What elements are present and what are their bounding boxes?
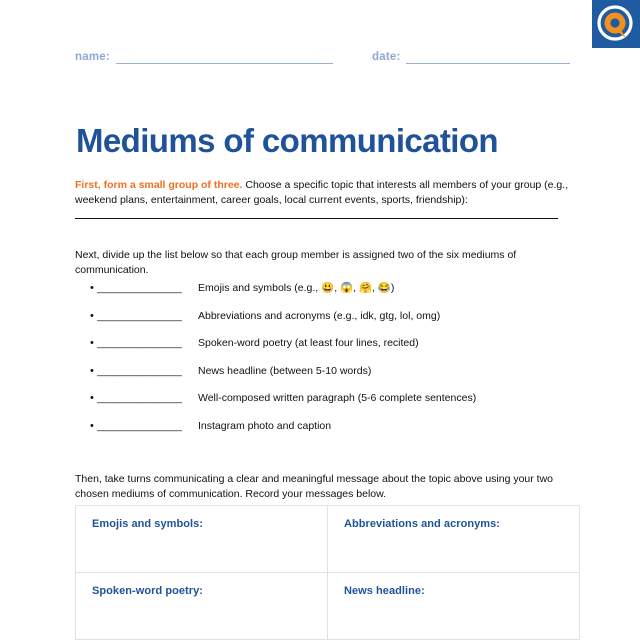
next-instruction: Next, divide up the list below so that each group member is assigned two of the six mediums of communication. xyxy=(75,248,517,276)
intro-body: Choose a specific topic that interests all members of your group (e.g., weekend plans, entertainment, career goals, local current events, sports, friendship): xyxy=(75,178,569,206)
list-item-label: News headline (between 5-10 words) xyxy=(198,364,372,377)
assignee-blank[interactable]: _______________ xyxy=(97,364,182,377)
list-item-label: Spoken-word poetry (at least four lines, recited) xyxy=(198,337,419,349)
cell-heading: News headline: xyxy=(344,585,425,597)
brand-logo[interactable] xyxy=(592,0,640,48)
intro-paragraph xyxy=(75,178,575,208)
assignee-blank[interactable]: _______________ xyxy=(97,309,182,322)
date-input[interactable] xyxy=(406,52,570,64)
list-item-label: Well-composed written paragraph (5-6 complete sentences) xyxy=(198,392,477,404)
page-title: Mediums of communication xyxy=(76,122,498,160)
assignee-blank[interactable]: _______________ xyxy=(97,282,182,294)
mediums-list xyxy=(75,281,575,446)
bullet-marker-icon: • xyxy=(90,392,94,404)
assignee-blank[interactable]: _______________ xyxy=(97,337,182,349)
list-item xyxy=(75,364,575,392)
response-table xyxy=(75,505,580,640)
date-label: date: xyxy=(372,51,401,63)
name-label: name: xyxy=(75,51,110,63)
bullet-marker-icon: • xyxy=(90,364,94,377)
list-item-label: Abbreviations and acronyms (e.g., idk, gtg, lol, omg) xyxy=(198,309,441,322)
list-item-label: Emojis and symbols (e.g., 😃, 😱, 🤗, 😂) xyxy=(198,282,395,294)
name-field-group xyxy=(75,50,333,64)
table-row xyxy=(76,573,580,640)
logo-q-icon xyxy=(592,0,640,48)
response-cell-emojis[interactable] xyxy=(76,506,328,573)
intro-lead: First, form a small group of three. xyxy=(75,178,243,191)
list-item xyxy=(75,419,575,447)
cell-heading: Emojis and symbols: xyxy=(92,518,203,530)
list-item xyxy=(75,391,575,419)
response-cell-abbreviations[interactable] xyxy=(328,506,580,573)
name-date-row xyxy=(75,50,570,64)
assignee-blank[interactable]: _______________ xyxy=(97,419,182,432)
list-item xyxy=(75,309,575,337)
response-cell-news-headline[interactable] xyxy=(328,573,580,640)
list-item-label: Instagram photo and caption xyxy=(198,419,332,432)
then-instruction: Then, take turns communicating a clear and meaningful message about the topic above using your two chosen mediums of communication. Record your messages below. xyxy=(75,472,554,500)
bullet-marker-icon: • xyxy=(90,419,94,432)
date-field-group xyxy=(372,50,570,64)
topic-answer-line[interactable] xyxy=(75,218,558,219)
response-cell-spoken-word[interactable] xyxy=(76,573,328,640)
list-item xyxy=(75,281,575,309)
list-item xyxy=(75,336,575,364)
cell-heading: Spoken-word poetry: xyxy=(92,585,203,597)
bullet-marker-icon: • xyxy=(90,282,94,294)
cell-heading: Abbreviations and acronyms: xyxy=(344,518,500,530)
assignee-blank[interactable]: _______________ xyxy=(97,392,182,404)
bullet-marker-icon: • xyxy=(90,337,94,349)
name-input[interactable] xyxy=(116,52,333,64)
bullet-marker-icon: • xyxy=(90,309,94,322)
table-row xyxy=(76,506,580,573)
